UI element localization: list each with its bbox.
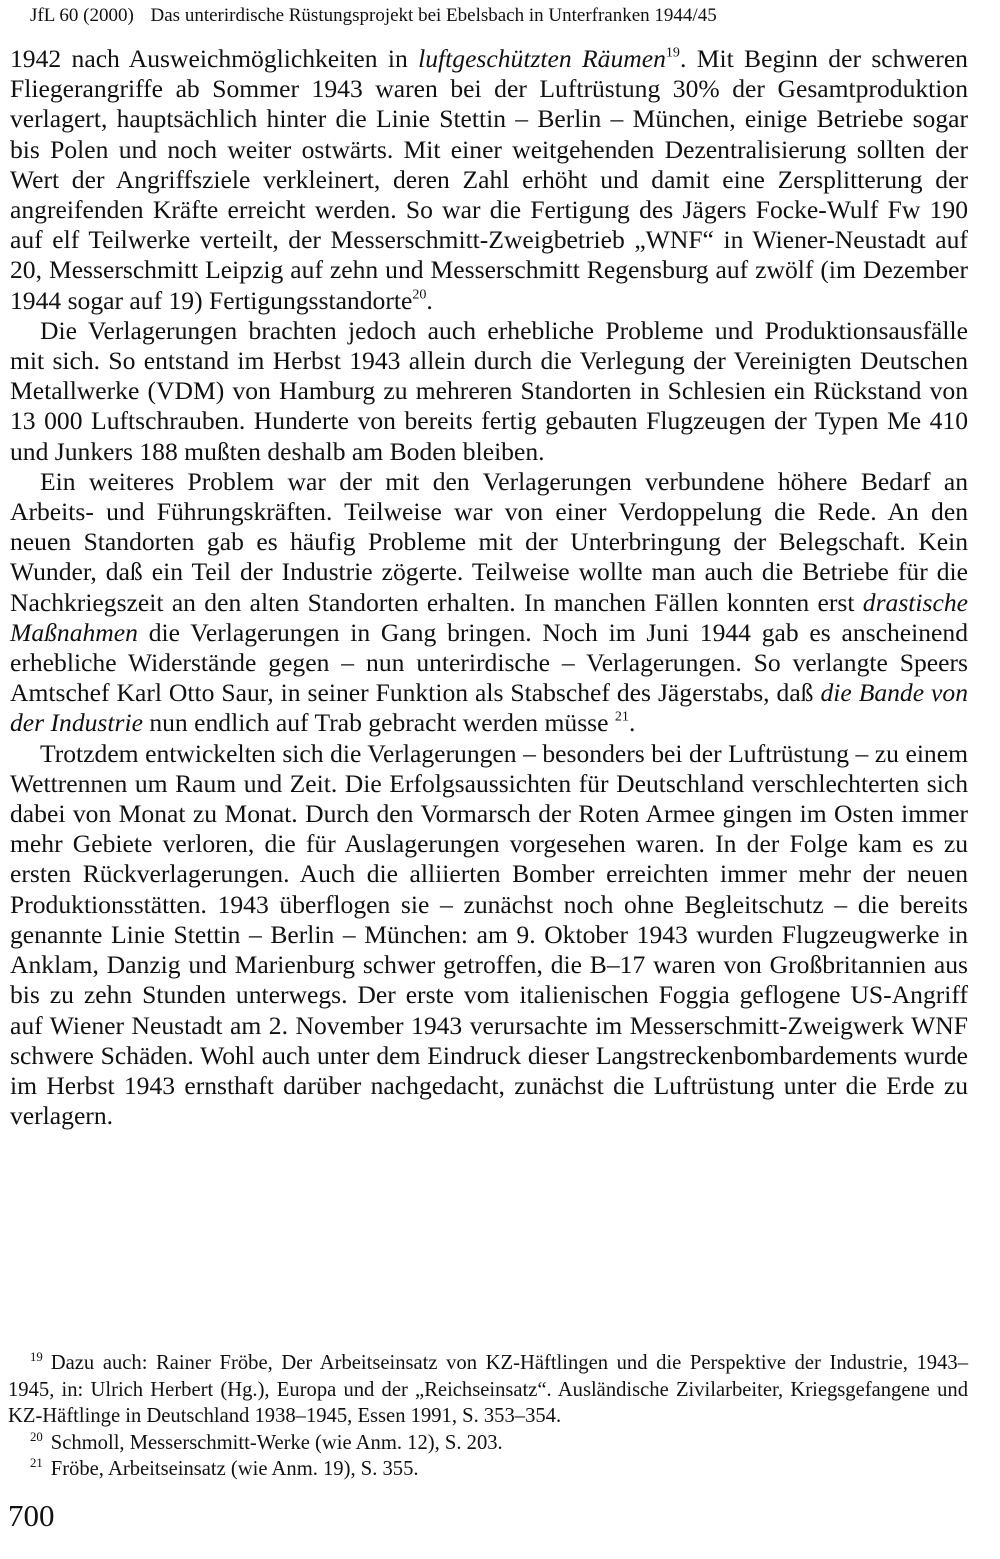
paragraph-4: Trotzdem entwickelten sich die Verlagerungen – besonders bei der Luftrüstung – zu einem Wettrennen um Raum und Zeit. Die Erfolgsaussichten für Deutschland verschlechterten sich dabei von Monat zu Monat. Durch den Vormarsch der Roten Armee gingen im Osten immer mehr Gebiete verloren, die für Auslagerungen vorgesehen waren. In der Folge kam es zu ersten Rückverlagerungen. Auch die alliierten Bomber erreichten immer mehr der neuen Produktionsstätten. 1943 überflogen sie – zunächst noch ohne Begleitschutz – die bereits genannte Linie Stettin – Berlin – München: am 9. Oktober 1943 wurden Flugzeugwerke in Anklam, Danzig und Marienburg schwer getroffen, die B–17 waren von Großbritannien aus bis zu zehn Stunden unterwegs. Der erste vom italienischen Foggia geflogene US-Angriff auf Wiener Neustadt am 2. November 1943 verursachte im Messerschmitt-Zweigwerk WNF schwere Schäden. Wohl auch unter dem Eindruck dieser Langstreckenbombardements wurde im Herbst 1943 ernsthaft darüber nachgedacht, zunächst die Luftrüstung unter die Erde zu verlagern.	[10, 738, 968, 1131]
paragraph-3-part-b: die Verlagerungen in Gang bringen. Noch im Juni 1944 gab es anscheinend erhebliche Widerstände gegen – nun unterirdische – Verlagerungen. So verlangte Speers Amtschef Karl Otto Saur, in seiner Funktion als Stabschef des Jägerstabs, daß	[10, 617, 968, 708]
footnote-19	[8, 1350, 968, 1430]
running-header	[30, 4, 975, 28]
footnote-ref-20: 20	[412, 286, 427, 303]
paragraph-3	[10, 467, 968, 739]
paragraph-1-emphasis: luftgeschützten Räumen	[418, 44, 666, 73]
footnote-number: 19	[30, 1350, 43, 1365]
footnote-20	[8, 1430, 968, 1457]
paragraph-3-emphasis-1: drastische Maßnahmen	[10, 587, 968, 647]
main-text	[10, 44, 968, 1131]
paragraph-3-part-d: .	[628, 708, 636, 738]
paragraph-3-emphasis-2: die Bande von der Industrie	[10, 678, 968, 738]
footnote-number: 21	[30, 1456, 43, 1471]
paragraph-1-part-b: . Mit Beginn der schweren Fliegerangriffe ab Sommer 1943 waren bei der Luftrüstung 30% der Gesamtproduktion verlagert, hauptsächlich hinter die Linie Stettin – Berlin – München, einige Betriebe sogar bis Polen und noch weiter ostwärts. Mit einer weitgehenden Dezentralisierung sollten der Wert der Angriffsziele verkleinert, deren Zahl erhöht und damit eine Zersplitterung der angreifenden Kräfte erreicht werden. So war die Fertigung des Jägers Focke-Wulf Fw 190 auf elf Teilwerke verteilt, der Messerschmitt-Zweigbetrieb „WNF“ in Wiener-Neustadt auf 20, Messerschmitt Leipzig auf zehn und Messerschmitt Regensburg auf zwölf (im Dezember 1944 sogar auf 19) Fertigungsstandorte	[10, 44, 968, 315]
paragraph-1-part-c: .	[426, 285, 433, 315]
footnotes	[8, 1350, 968, 1483]
paragraph-3-part-a: Ein weiteres Problem war der mit den Verlagerungen verbundene höhere Bedarf an Arbeits- und Führungskräften. Teilweise war von einer Verdoppelung die Rede. An den neuen Standorten gab es häufig Probleme mit der Unterbringung der Belegschaft. Kein Wunder, daß ein Teil der Industrie zögerte. Teilweise wollte man auch die Betriebe für die Nachkriegszeit an den alten Standorten erhalten. In manchen Fällen konnten erst	[10, 466, 968, 617]
footnote-ref-21: 21	[614, 708, 629, 725]
footnote-21	[8, 1456, 968, 1483]
paragraph-2: Die Verlagerungen brachten jedoch auch erhebliche Probleme und Produktionsausfälle mit sich. So entstand im Herbst 1943 allein durch die Verlegung der Vereinigten Deutschen Metallwerke (VDM) von Hamburg zu mehreren Standorten in Schlesien ein Rückstand von 13 000 Luftschrauben. Hunderte von bereits fertig gebauten Flugzeugen der Typen Me 410 und Junkers 188 mußten deshalb am Boden bleiben.	[10, 315, 968, 466]
paragraph-1-part-a: 1942 nach Ausweichmöglichkeiten in	[10, 44, 419, 73]
page-number: 700	[8, 1498, 55, 1533]
footnote-number: 20	[30, 1429, 43, 1444]
footnote-ref-19: 19	[665, 44, 680, 61]
footnote-text: Dazu auch: Rainer Fröbe, Der Arbeitseinsatz von KZ-Häftlingen und die Perspektive der Industrie, 1943–1945, in: Ulrich Herbert (Hg.), Europa und der „Reichseinsatz“. Ausländische Zivilarbeiter, Kriegsgefangene und KZ-Häftlinge in Deutschland 1938–1945, Essen 1991, S. 353–354.	[8, 1352, 968, 1427]
paragraph-3-part-c: nun endlich auf Trab gebracht werden müsse	[142, 708, 615, 738]
footnote-text: Schmoll, Messerschmitt-Werke (wie Anm. 12), S. 203.	[50, 1431, 503, 1454]
paragraph-1	[10, 44, 968, 316]
article-title: Das unterirdische Rüstungsprojekt bei Ebelsbach in Unterfranken 1944/45	[150, 5, 717, 26]
journal-reference: JfL 60 (2000)	[30, 5, 134, 26]
footnote-text: Fröbe, Arbeitseinsatz (wie Anm. 19), S. 355.	[50, 1458, 419, 1480]
